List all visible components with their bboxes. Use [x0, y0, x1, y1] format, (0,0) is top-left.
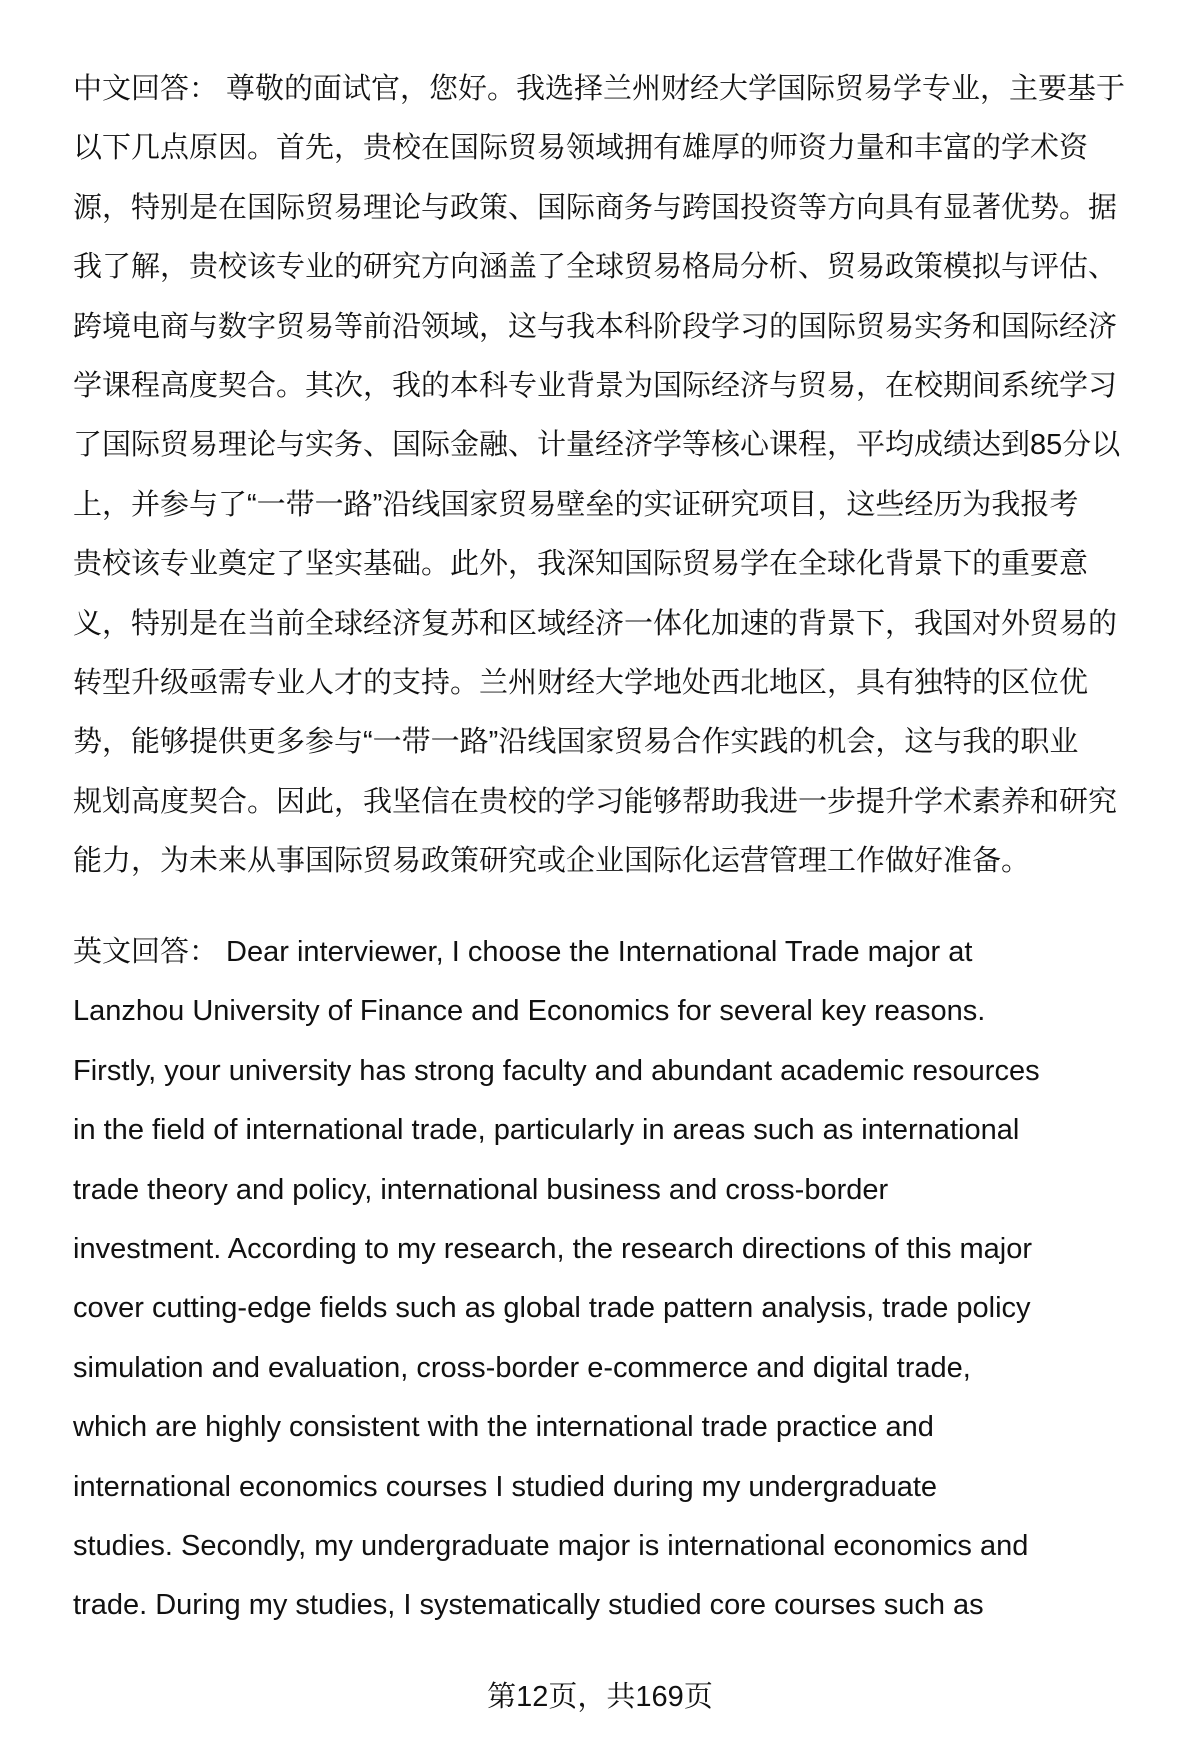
text-line: 义，特别是在当前全球经济复苏和区域经济一体化加速的背景下，我国对外贸易的 [73, 607, 1118, 640]
text-line: trade theory and policy, international business and cross-border [73, 1173, 889, 1206]
text-line: 规划高度契合。因此，我坚信在贵校的学习能够帮助我进一步提升学术素养和研究 [73, 785, 1118, 818]
text-line: in the field of international trade, particularly in areas such as international [73, 1114, 1020, 1147]
text-line: which are highly consistent with the international trade practice and [73, 1411, 934, 1444]
text-line: 了国际贸易理论与实务、国际金融、计量经济学等核心课程，平均成绩达到85分以 [73, 429, 1121, 462]
text-line: 学课程高度契合。其次，我的本科专业背景为国际经济与贸易，在校期间系统学习 [73, 370, 1118, 402]
text-line: 英文回答： Dear interviewer, I choose the International Trade major at [73, 936, 973, 968]
text-line: 贵校该专业奠定了坚实基础。此外，我深知国际贸易学在全球化背景下的重要意 [73, 548, 1089, 581]
text-line: 势，能够提供更多参与“一带一路”沿线国家贸易合作实践的机会，这与我的职业 [73, 726, 1079, 759]
text-line: simulation and evaluation, cross-border e-commerce and digital trade, [73, 1351, 971, 1384]
text-line: 我了解，贵校该专业的研究方向涵盖了全球贸易格局分析、贸易政策模拟与评估、 [73, 251, 1118, 284]
text-line: investment. According to my research, the research directions of this major [73, 1233, 1033, 1265]
text-line: 能力，为未来从事国际贸易政策研究或企业国际化运营管理工作做好准备。 [73, 845, 1031, 878]
text-line: 上，并参与了“一带一路”沿线国家贸易壁垒的实证研究项目，这些经历为我报考 [73, 488, 1079, 521]
page-number: 第12页，共169页 [487, 1681, 713, 1713]
text-line: 以下几点原因。首先，贵校在国际贸易领域拥有雄厚的师资力量和丰富的学术资 [73, 132, 1089, 165]
text-line: 源，特别是在国际贸易理论与政策、国际商务与跨国投资等方向具有显著优势。据 [73, 191, 1118, 224]
text-line: international economics courses I studied during my undergraduate [73, 1470, 938, 1503]
text-line: Lanzhou University of Finance and Economics for several key reasons. [73, 995, 986, 1028]
text-line: studies. Secondly, my undergraduate major is international economics and [73, 1530, 1029, 1562]
text-line: 中文回答： 尊敬的面试官，您好。我选择兰州财经大学国际贸易学专业，主要基于 [73, 73, 1126, 105]
text-line: trade. During my studies, I systematically studied core courses such as [73, 1589, 984, 1622]
text-line: 跨境电商与数字贸易等前沿领域，这与我本科阶段学习的国际贸易实务和国际经济 [73, 310, 1118, 343]
text-line: 转型升级亟需专业人才的支持。兰州财经大学地处西北地区，具有独特的区位优 [73, 667, 1089, 699]
text-line: Firstly, your university has strong faculty and abundant academic resources [73, 1054, 1040, 1087]
text-line: cover cutting-edge fields such as global trade pattern analysis, trade policy [73, 1292, 1031, 1325]
